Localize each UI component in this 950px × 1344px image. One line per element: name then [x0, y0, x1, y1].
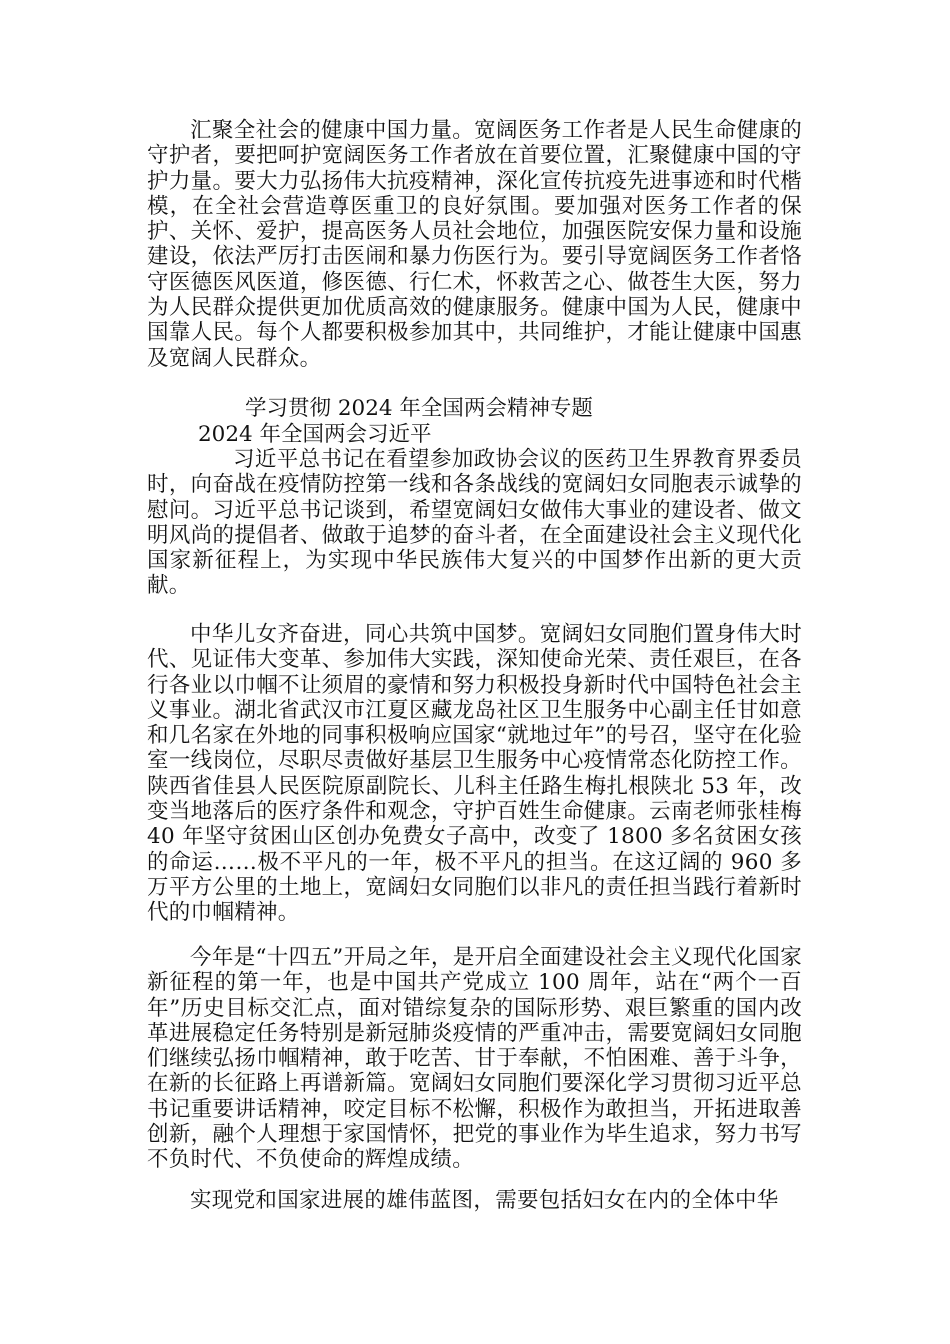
- paragraph-chinese-dream: [147, 622, 802, 926]
- paragraph-blueprint: [147, 1188, 802, 1213]
- section-heading: 学习贯彻 2024 年全国两会精神专题: [245, 396, 593, 421]
- paragraph-xi-visit: [147, 447, 802, 599]
- paragraph-3-text: 中华儿女齐奋进，同心共筑中国梦。宽阔妇女同胞们置身伟大时代、见证伟大变革、参加伟大实践，深知使命光荣、责任艰巨，在各行各业以巾帼不让须眉的豪情和努力积极投身新时代中国特色社会主义事业。湖北省武汉市江夏区藏龙岛社区卫生服务中心副主任甘如意和几名家在外地的同事积极响应国家“就地过年”的号召，坚守在化验室一线岗位，尽职尽责做好基层卫生服务中心疫情常态化防控工作。陕西省佳县人民医院原副院长、儿科主任路生梅扎根陕北 53 年，改变当地落后的医疗条件和观念，守护百姓生命健康。云南老师张桂梅 40 年坚守贫困山区创办免费女子高中，改变了 1800 多名贫困女孩的命运……极不平凡的一年，极不平凡的担当。在这辽阔的 960 多万平方公里的土地上，宽阔妇女同胞们以非凡的责任担当践行着新时代的巾帼精神。: [147, 622, 802, 926]
- paragraph-health-china: [147, 118, 802, 371]
- paragraph-1-text: 汇聚全社会的健康中国力量。宽阔医务工作者是人民生命健康的守护者，要把呵护宽阔医务工作者放在首要位置，汇聚健康中国的守护力量。要大力弘扬伟大抗疫精神，深化宣传抗疫先进事迹和时代楷模，在全社会营造尊医重卫的良好氛围。要加强对医务工作者的保护、关怀、爱护，提高医务人员社会地位，加强医院安保力量和设施建设，依法严厉打击医闹和暴力伤医行为。要引导宽阔医务工作者恪守医德医风医道，修医德、行仁术，怀救苦之心、做苍生大医，努力为人民群众提供更加优质高效的健康服务。健康中国为人民，健康中国靠人民。每个人都要积极参加其中，共同维护，才能让健康中国惠及宽阔人民群众。: [147, 118, 802, 371]
- paragraph-fourteenth-five-year: [147, 945, 802, 1173]
- paragraph-5-text: 实现党和国家进展的雄伟蓝图，需要包括妇女在内的全体中华: [190, 1188, 779, 1213]
- paragraph-4-text: 今年是“十四五”开局之年，是开启全面建设社会主义现代化国家新征程的第一年，也是中国共产党成立 100 周年，站在“两个一百年”历史目标交汇点，面对错综复杂的国际形势、艰巨繁重的国内改革进展稳定任务特别是新冠肺炎疫情的严重冲击，需要宽阔妇女同胞们继续弘扬巾帼精神，敢于吃苦、甘于奉献，不怕困难、善于斗争，在新的长征路上再谱新篇。宽阔妇女同胞们要深化学习贯彻习近平总书记重要讲话精神，咬定目标不松懈，积极作为敢担当，开拓进取善创新，融个人理想于家国情怀，把党的事业作为毕生追求，努力书写不负时代、不负使命的辉煌成绩。: [147, 945, 802, 1173]
- section-subheading: 2024 年全国两会习近平: [198, 422, 432, 447]
- paragraph-2-text: 习近平总书记在看望参加政协会议的医药卫生界教育界委员时，向奋战在疫情防控第一线和各条战线的宽阔妇女同胞表示诚挚的慰问。习近平总书记谈到，希望宽阔妇女做伟大事业的建设者、做文明风尚的提倡者、做敢于追梦的奋斗者，在全面建设社会主义现代化国家新征程上，为实现中华民族伟大复兴的中国梦作出新的更大贡献。: [147, 447, 802, 599]
